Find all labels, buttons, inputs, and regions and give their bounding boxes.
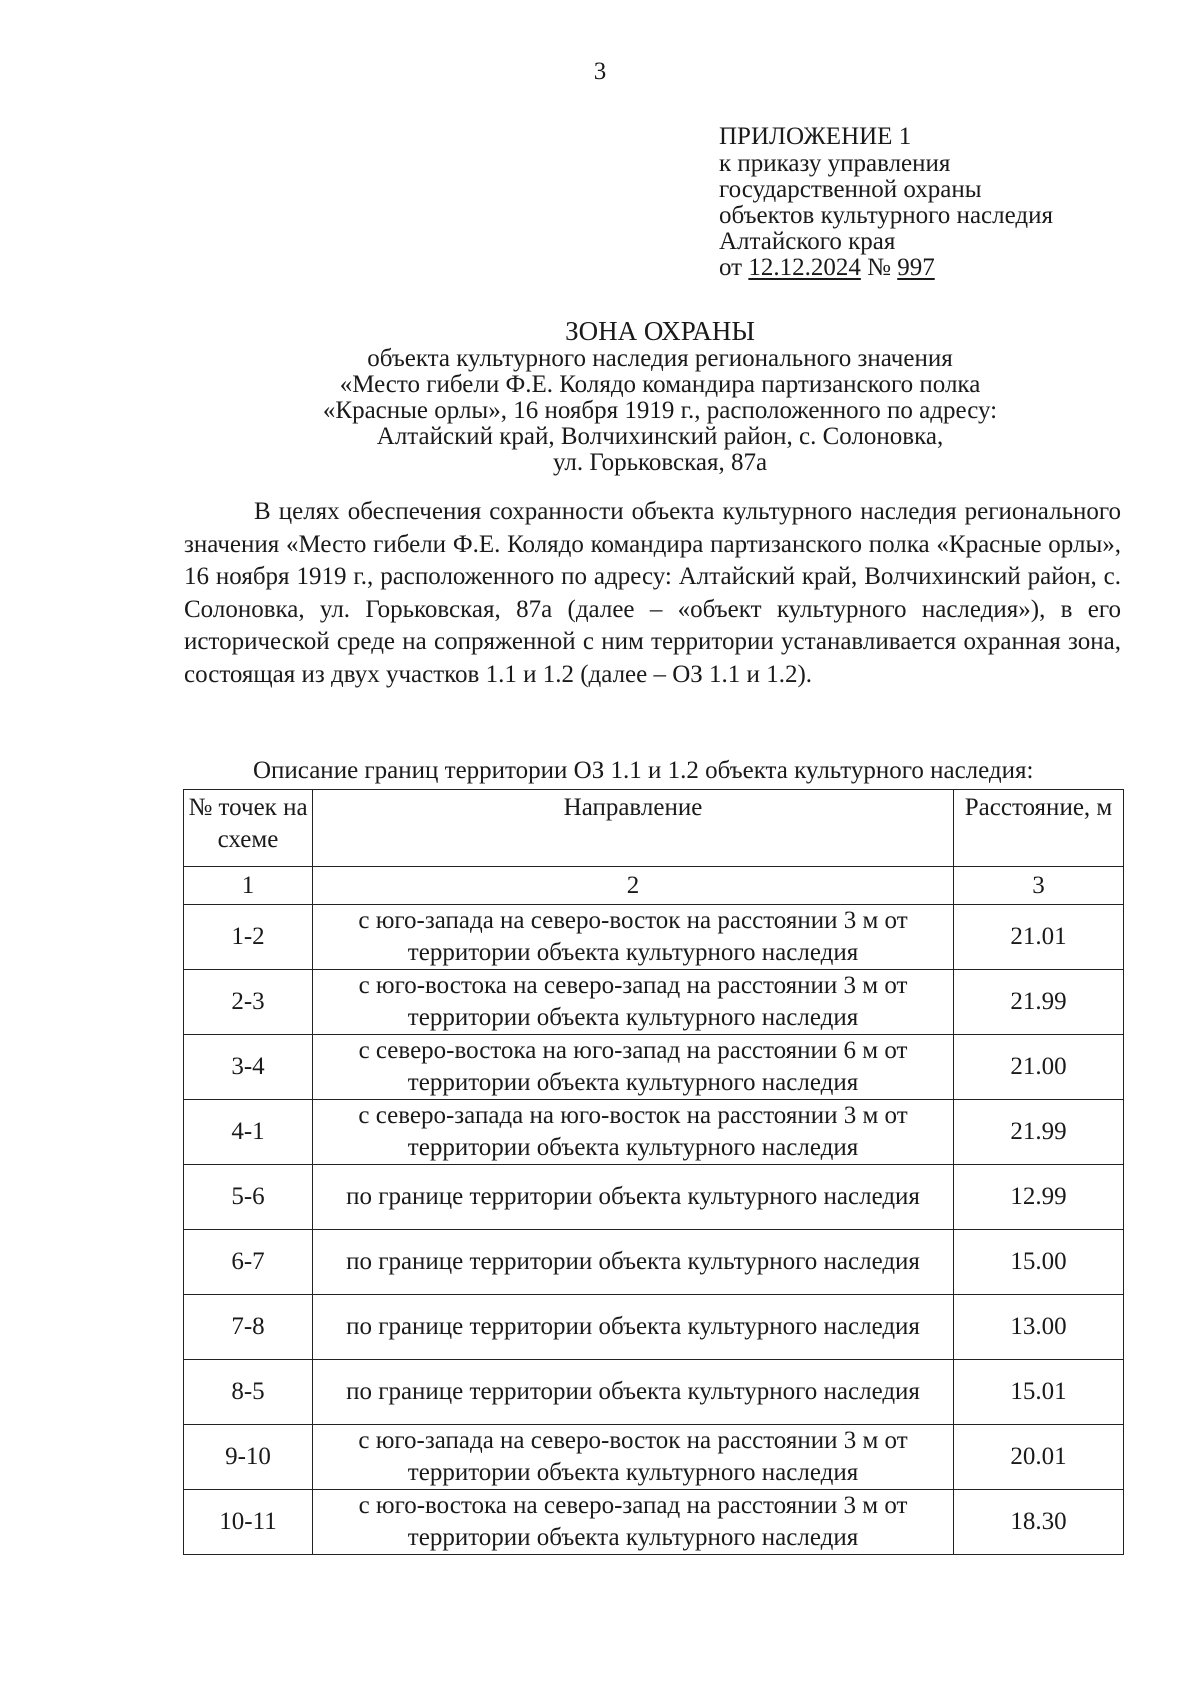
row-points: 5-6 <box>184 1165 313 1230</box>
table-row <box>184 1035 1124 1100</box>
row-direction: по границе территории объекта культурного наследия <box>313 1295 954 1360</box>
row-points: 7-8 <box>184 1295 313 1360</box>
appendix-date-line <box>719 255 1053 281</box>
row-points: 8-5 <box>184 1360 313 1425</box>
row-direction: по границе территории объекта культурного наследия <box>313 1230 954 1295</box>
appendix-line: государственной охраны <box>719 176 982 203</box>
appendix-line: к приказу управления <box>719 150 951 177</box>
row-distance: 18.30 <box>954 1490 1124 1555</box>
row-direction: с юго-востока на северо-запад на расстоянии 3 м от территории объекта культурного наследия <box>313 1490 954 1555</box>
row-distance: 21.01 <box>954 905 1124 970</box>
header-distance: Расстояние, м <box>954 790 1124 867</box>
heading-line: Алтайский край, Волчихинский район, с. Солоновка, <box>376 423 944 450</box>
row-points: 10-11 <box>184 1490 313 1555</box>
table-row <box>184 1360 1124 1425</box>
row-points: 1-2 <box>184 905 313 970</box>
column-number-row <box>184 867 1124 905</box>
table-row <box>184 1100 1124 1165</box>
header-direction: Направление <box>313 790 954 867</box>
column-number: 1 <box>184 867 313 905</box>
row-distance: 21.00 <box>954 1035 1124 1100</box>
appendix-title: ПРИЛОЖЕНИЕ 1 <box>719 123 912 150</box>
row-direction: с северо-запада на юго-восток на расстоянии 3 м от территории объекта культурного наследия <box>313 1100 954 1165</box>
order-date: 12.12.2024 <box>748 254 861 281</box>
row-direction: по границе территории объекта культурного наследия <box>313 1360 954 1425</box>
row-points: 6-7 <box>184 1230 313 1295</box>
appendix-line: Алтайского края <box>719 228 896 255</box>
row-distance: 20.01 <box>954 1425 1124 1490</box>
page-number: 3 <box>593 58 607 85</box>
table-row <box>184 1165 1124 1230</box>
appendix-block <box>719 124 1053 281</box>
row-distance: 12.99 <box>954 1165 1124 1230</box>
zone-title: ЗОНА ОХРАНЫ <box>565 316 755 346</box>
table-row <box>184 1230 1124 1295</box>
number-prefix: № <box>867 254 891 281</box>
table-row <box>184 1490 1124 1555</box>
row-direction: с юго-запада на северо-восток на расстоянии 3 м от территории объекта культурного наследия <box>313 1425 954 1490</box>
intro-paragraph: В целях обеспечения сохранности объекта культурного наследия регионального значения «Место гибели Ф.Е. Колядо командира партизанского полка «Красные орлы», 16 ноября 1919 г., расположенного по адресу: Алтайский край, Волчихинский район, с. Солоновка, ул. Горьковская, 87а (далее – «объект культурного наследия»), в его исторической среде на сопряженной с ним территории устанавливается охранная зона, состоящая из двух участков 1.1 и 1.2 (далее – ОЗ 1.1 и 1.2). <box>184 498 1121 688</box>
table-header-row <box>184 790 1124 867</box>
order-number: 997 <box>897 254 935 281</box>
row-direction: с северо-востока на юго-запад на расстоянии 6 м от территории объекта культурного наследия <box>313 1035 954 1100</box>
table-row <box>184 905 1124 970</box>
appendix-line: объектов культурного наследия <box>719 202 1053 229</box>
table-row <box>184 970 1124 1035</box>
heading-line: объекта культурного наследия регионального значения <box>367 345 953 372</box>
row-direction: с юго-востока на северо-запад на расстоянии 3 м от территории объекта культурного наследия <box>313 970 954 1035</box>
row-direction: с юго-запада на северо-восток на расстоянии 3 м от территории объекта культурного наследия <box>313 905 954 970</box>
header-points: № точек на схеме <box>184 790 313 867</box>
row-points: 4-1 <box>184 1100 313 1165</box>
heading-line: «Красные орлы», 16 ноября 1919 г., расположенного по адресу: <box>322 397 998 424</box>
date-prefix: от <box>719 254 743 281</box>
boundary-table <box>183 789 1124 1555</box>
table-caption: Описание границ территории ОЗ 1.1 и 1.2 объекта культурного наследия: <box>253 757 1034 784</box>
row-distance: 21.99 <box>954 970 1124 1035</box>
column-number: 2 <box>313 867 954 905</box>
row-distance: 15.01 <box>954 1360 1124 1425</box>
table-row <box>184 1295 1124 1360</box>
row-distance: 21.99 <box>954 1100 1124 1165</box>
heading-line: ул. Горьковская, 87а <box>552 449 768 476</box>
row-direction: по границе территории объекта культурного наследия <box>313 1165 954 1230</box>
row-points: 2-3 <box>184 970 313 1035</box>
row-points: 9-10 <box>184 1425 313 1490</box>
table-row <box>184 1425 1124 1490</box>
column-number: 3 <box>954 867 1124 905</box>
row-distance: 13.00 <box>954 1295 1124 1360</box>
heading-line: «Место гибели Ф.Е. Колядо командира партизанского полка <box>339 371 981 398</box>
row-distance: 15.00 <box>954 1230 1124 1295</box>
heading-block <box>230 318 1090 476</box>
row-points: 3-4 <box>184 1035 313 1100</box>
